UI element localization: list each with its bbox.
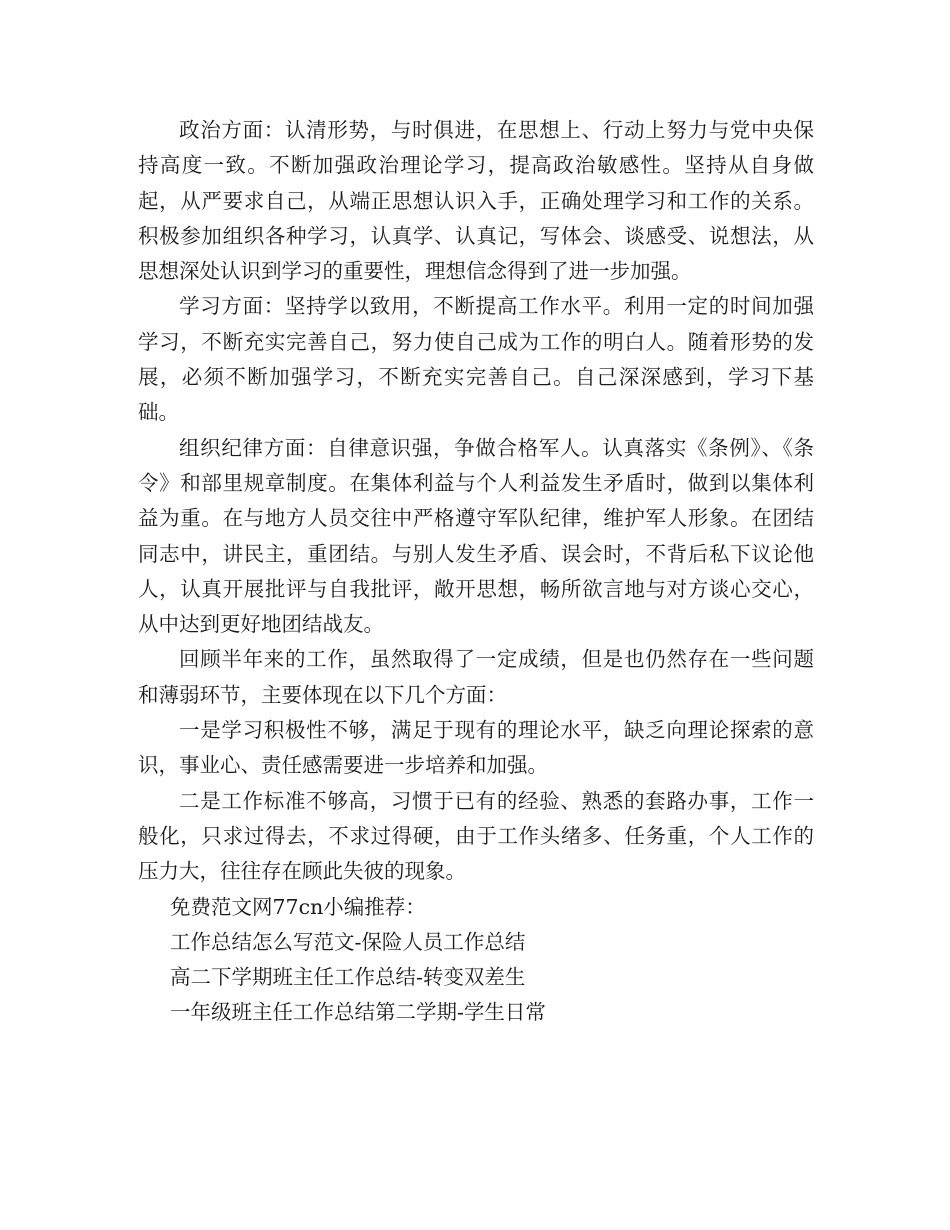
recommend-link-2[interactable]: 高二下学期班主任工作总结-转变双差生 (170, 965, 526, 990)
paragraph-issue-one: 一是学习积极性不够，满足于现有的理论水平，缺乏向理论探索的意识，事业心、责任感需要进一步培养和加强。 (138, 718, 814, 778)
recommend-link-1[interactable]: 工作总结怎么写范文-保险人员工作总结 (170, 929, 526, 954)
recommend-link-3[interactable]: 一年级班主任工作总结第二学期-学生日常 (170, 1000, 546, 1025)
paragraph-political: 政治方面：认清形势，与时俱进，在思想上、行动上努力与党中央保持高度一致。不断加强政治理论学习，提高政治敏感性。坚持从自身做起，从严要求自己，从端正思想认识入手，正确处理学习和工作的关系。积极参加组织各种学习，认真学、认真记，写体会、谈感受、说想法，从思想深处认识到学习的重要性，理想信念得到了进一步加强。 (138, 118, 814, 284)
paragraph-study: 学习方面：坚持学以致用，不断提高工作水平。利用一定的时间加强学习，不断充实完善自己，努力使自己成为工作的明白人。随着形势的发展，必须不断加强学习，不断充实完善自己。自己深深感到，学习下基础。 (138, 294, 814, 425)
document-body (138, 113, 814, 1031)
paragraph-review: 回顾半年来的工作，虽然取得了一定成绩，但是也仍然存在一些问题和薄弱环节，主要体现在以下几个方面： (138, 647, 814, 707)
recommend-title: 免费范文网77cn小编推荐： (170, 894, 426, 919)
paragraph-issue-two: 二是工作标准不够高，习惯于已有的经验、熟悉的套路办事，工作一般化，只求过得去，不求过得硬，由于工作头绪多、任务重，个人工作的压力大，往往存在顾此失彼的现象。 (138, 788, 814, 884)
paragraph-discipline: 组织纪律方面：自律意识强，争做合格军人。认真落实《条例》、《条令》和部里规章制度。在集体利益与个人利益发生矛盾时，做到以集体利益为重。在与地方人员交往中严格遵守军队纪律，维护军人形象。在团结同志中，讲民主，重团结。与别人发生矛盾、误会时，不背后私下议论他人，认真开展批评与自我批评，敞开思想，畅所欲言地与对方谈心交心，从中达到更好地团结战友。 (138, 435, 814, 637)
